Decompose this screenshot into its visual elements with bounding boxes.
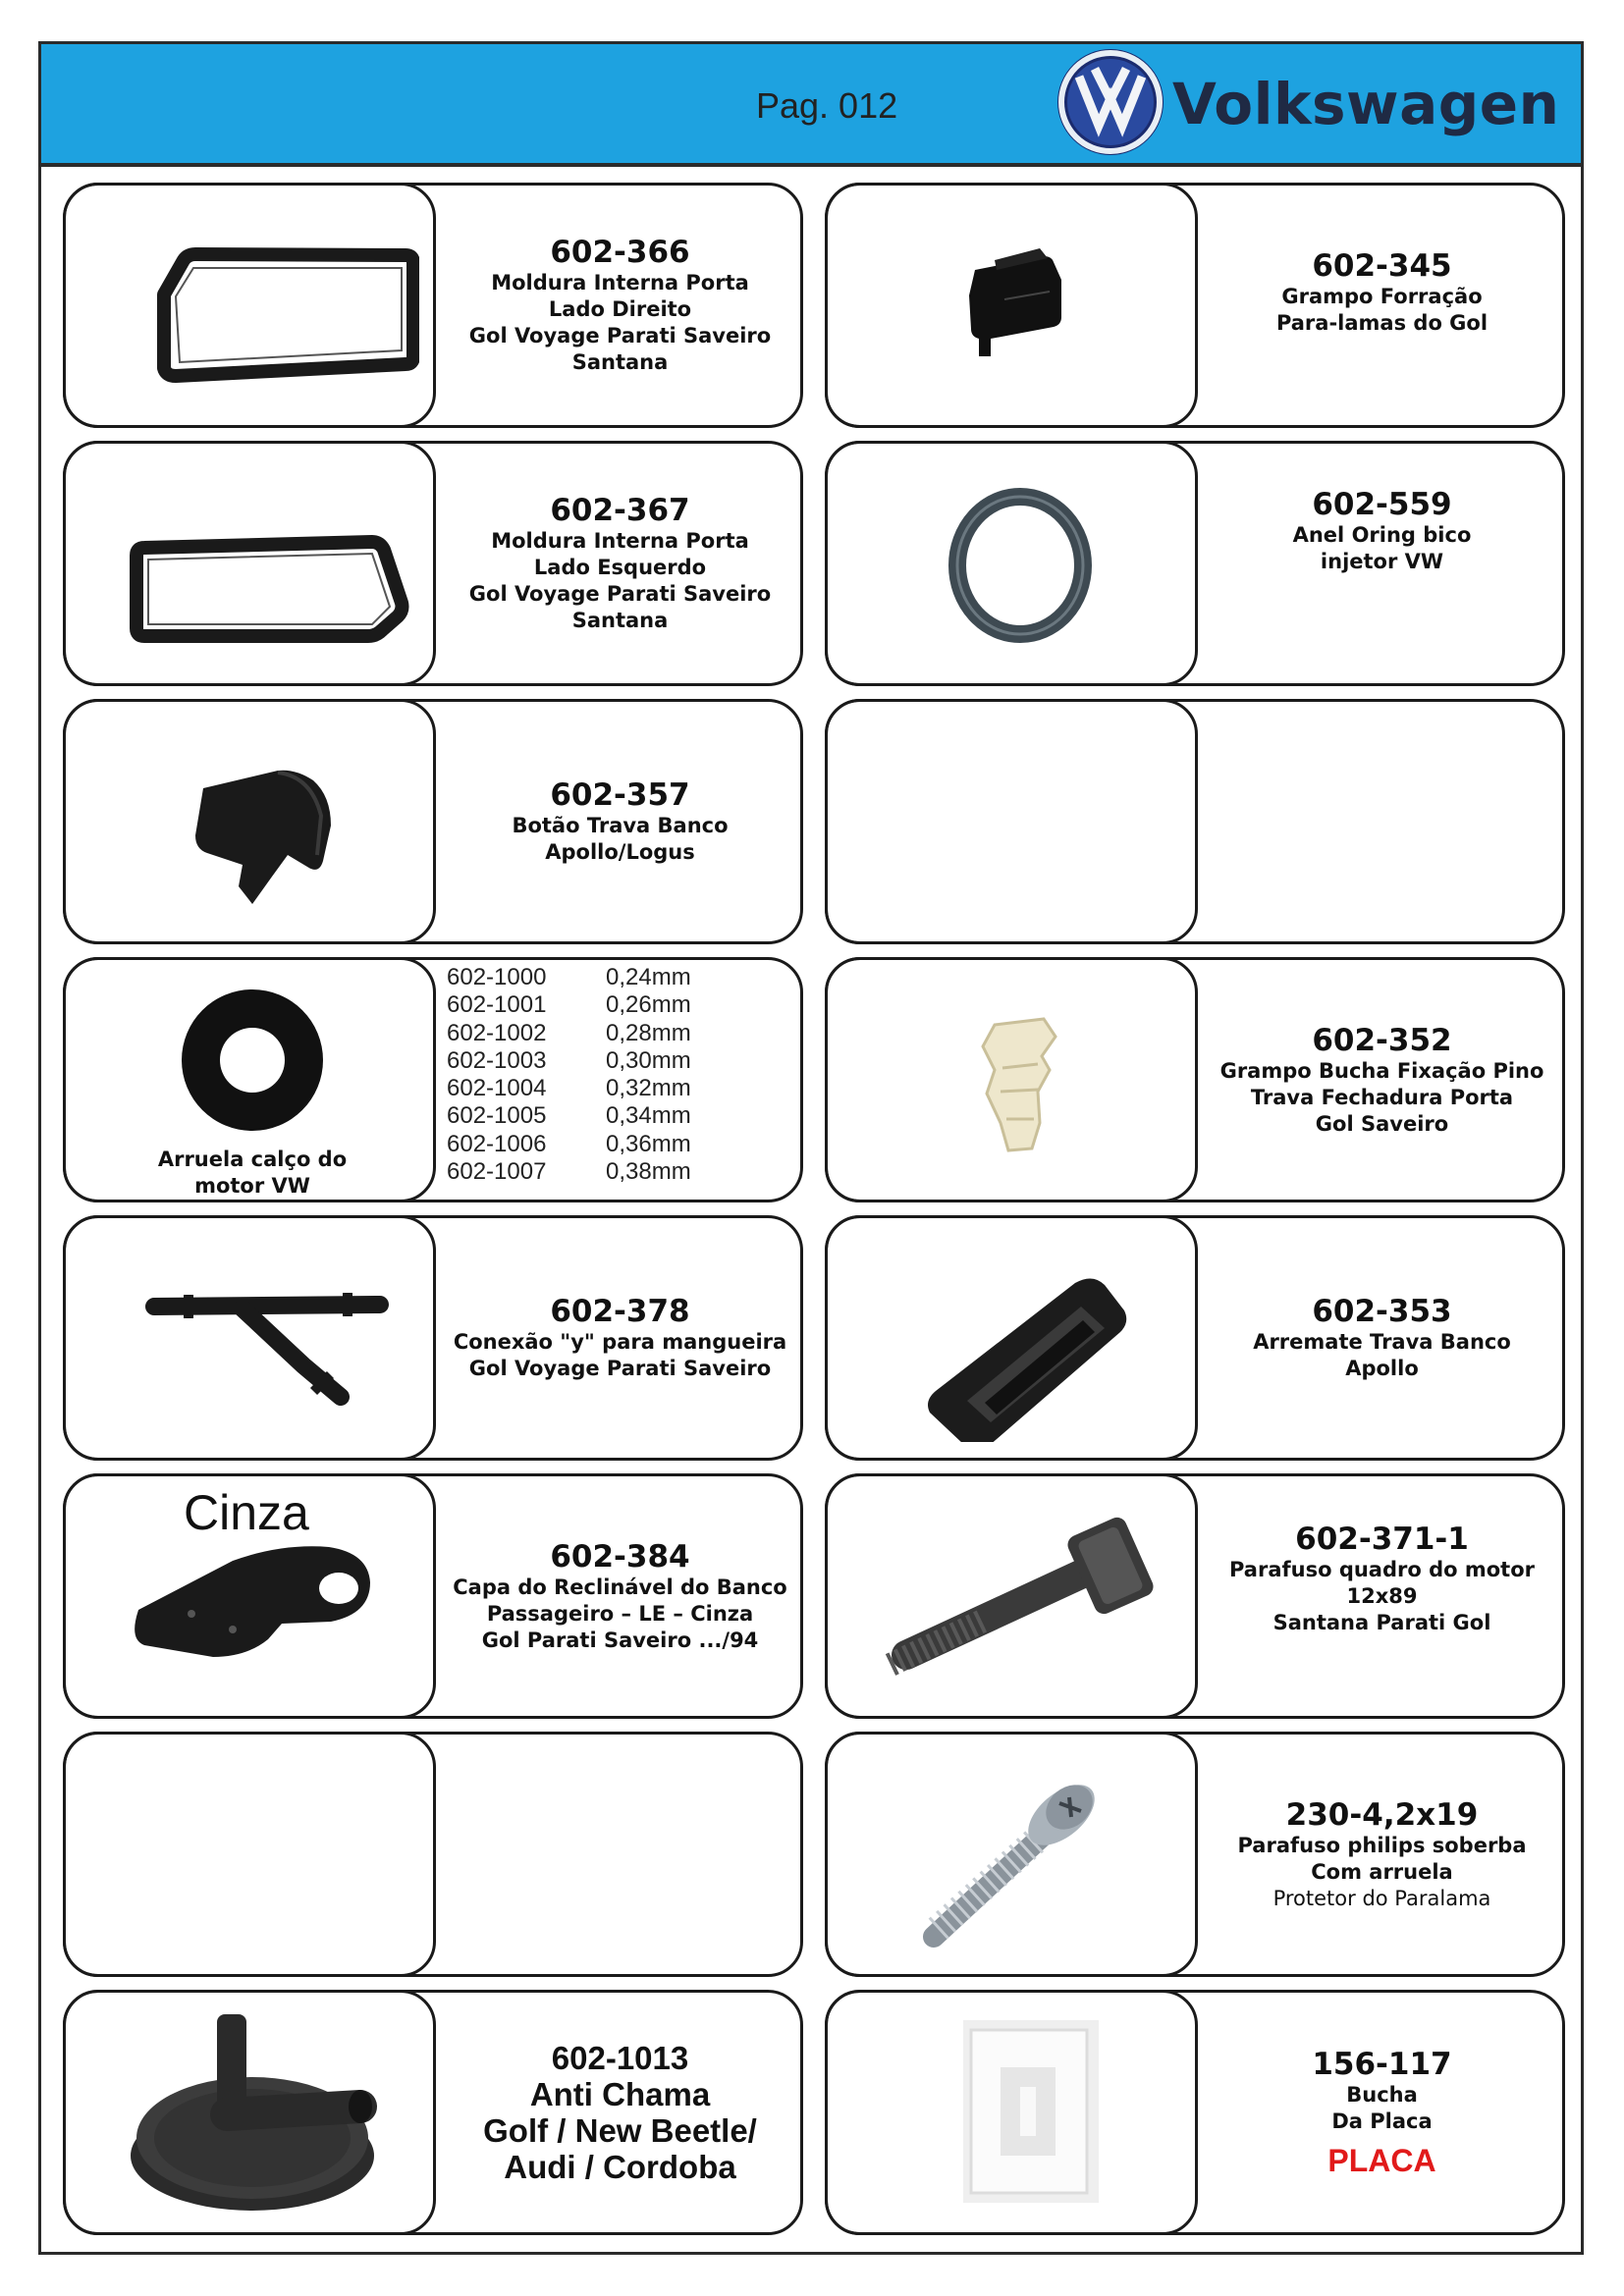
product-code: 602-384 [550, 1538, 690, 1575]
product-desc-line: Lado Direito [548, 297, 692, 321]
product-card-230-4-2x19[interactable] [825, 1732, 1565, 1977]
product-desc-line: Santana Parati Gol [1272, 1611, 1491, 1634]
product-image-box [825, 1990, 1198, 2235]
product-desc-line: Anti Chama [529, 2076, 711, 2112]
product-text [1199, 1476, 1565, 1716]
product-code: 230-4,2x19 [1285, 1796, 1479, 1833]
product-desc-line: Audi / Cordoba [504, 2149, 736, 2185]
product-card-602-345[interactable] [825, 183, 1565, 428]
product-card-602-367[interactable] [63, 441, 803, 686]
product-desc-line: injetor VW [1320, 550, 1444, 573]
product-text [437, 1993, 803, 2232]
product-code: 602-1013 [551, 2040, 689, 2076]
product-desc-line: Anel Oring bico [1292, 523, 1472, 547]
part-code: 602-1002 [447, 1019, 547, 1046]
product-desc-line: Santana [571, 350, 669, 374]
product-code: 602-345 [1312, 248, 1452, 284]
product-code: 602-559 [1312, 487, 1452, 522]
product-desc-line: Grampo Forração [1281, 285, 1483, 308]
product-desc-line: Bucha [1346, 2082, 1418, 2107]
product-desc-line: Gol Voyage Parati Saveiro [468, 1357, 772, 1380]
product-image-box [63, 1732, 436, 1977]
product-card-156-117[interactable] [825, 1990, 1565, 2235]
product-desc-line: Passageiro – LE – Cinza [486, 1601, 754, 1626]
part-code: 602-1006 [447, 1130, 547, 1157]
product-desc-line: Arremate Trava Banco [1253, 1330, 1511, 1354]
clip-icon [847, 201, 1181, 409]
product-code: 602-378 [550, 1294, 690, 1329]
thickness: 0,26mm [606, 991, 691, 1019]
o-ring-icon [847, 459, 1181, 667]
product-desc-line: Parafuso quadro do motor [1228, 1558, 1536, 1581]
bushing-clip-icon [847, 976, 1181, 1184]
thickness: 0,28mm [606, 1019, 691, 1046]
product-desc-line: Capa do Reclinável do Banco [453, 1575, 787, 1599]
thickness: 0,34mm [606, 1102, 691, 1130]
table-row [437, 1131, 803, 1158]
y-connector-icon [85, 1234, 419, 1442]
table-row [437, 991, 803, 1019]
screw-icon [847, 1750, 1181, 1958]
product-card-602-352[interactable] [825, 957, 1565, 1202]
thickness: 0,32mm [606, 1075, 691, 1102]
thickness: 0,38mm [606, 1158, 691, 1186]
thickness: 0,36mm [606, 1130, 691, 1157]
table-row [437, 1158, 803, 1186]
product-desc-line: Para-lamas do Gol [1275, 311, 1489, 335]
product-desc-line: Conexão "y" para mangueira [453, 1330, 787, 1354]
placa-tag: PLACA [1327, 2142, 1436, 2178]
product-code: 602-352 [1312, 1022, 1452, 1058]
product-text [1199, 444, 1565, 683]
product-desc-line: Gol Saveiro [1315, 1111, 1449, 1136]
product-text [1199, 960, 1565, 1200]
product-desc-line: Trava Fechadura Porta [1250, 1085, 1514, 1109]
breather-valve-icon [85, 2008, 419, 2216]
product-image-box [825, 441, 1198, 686]
product-code: 602-353 [1312, 1294, 1452, 1329]
part-code: 602-1003 [447, 1046, 547, 1074]
product-code: 156-117 [1312, 2046, 1452, 2082]
table-row [437, 1075, 803, 1102]
washer-size-table [437, 964, 803, 1186]
product-desc-line: Apollo [1345, 1357, 1419, 1380]
product-card-602-371-1[interactable] [825, 1473, 1565, 1719]
seat-lock-trim-icon [847, 1234, 1181, 1442]
product-desc-line: Lado Esquerdo [533, 556, 707, 579]
product-desc-line: Gol Voyage Parati Saveiro [468, 582, 772, 606]
product-image-box [825, 1473, 1198, 1719]
product-image-box [63, 1215, 436, 1461]
seat-lock-button-icon [85, 718, 419, 926]
product-desc-line: 12x89 [1346, 1584, 1418, 1608]
product-desc-line: Com arruela [1311, 1859, 1453, 1884]
product-image-box [825, 699, 1198, 944]
product-card-602-378[interactable] [63, 1215, 803, 1461]
part-code: 602-1007 [447, 1158, 547, 1186]
product-text [1199, 1735, 1565, 1974]
product-text [437, 444, 803, 683]
product-text [1199, 1993, 1565, 2232]
product-text [437, 702, 803, 941]
product-code: 602-357 [550, 777, 690, 813]
product-card-602-353[interactable] [825, 1215, 1565, 1461]
product-card-washer-sizes[interactable] [63, 957, 803, 1202]
product-image-box [63, 699, 436, 944]
product-text [437, 1218, 803, 1458]
color-label: Cinza [184, 1485, 309, 1540]
table-row [437, 1020, 803, 1047]
table-row [437, 964, 803, 991]
product-image-box [825, 957, 1198, 1202]
product-code: 602-367 [550, 493, 690, 528]
table-row [437, 1047, 803, 1075]
product-desc-line: Apollo/Logus [545, 840, 695, 864]
product-image-box [825, 183, 1198, 428]
product-image-box [825, 1215, 1198, 1461]
product-desc-line: Grampo Bucha Fixação Pino [1219, 1058, 1544, 1083]
product-card-602-559[interactable] [825, 441, 1565, 686]
washer-label-line: motor VW [194, 1174, 310, 1198]
product-image-box [63, 183, 436, 428]
page-number: Pag. 012 [756, 85, 898, 126]
part-code: 602-1000 [447, 964, 547, 990]
product-text [1199, 186, 1565, 425]
product-card-empty [63, 1732, 803, 1977]
product-image-box [63, 1473, 436, 1719]
product-note: Protetor do Paralama [1272, 1886, 1491, 1910]
product-desc-line: Da Placa [1331, 2109, 1433, 2133]
product-code: 602-366 [550, 235, 690, 270]
product-desc-line: Moldura Interna Porta [491, 529, 749, 553]
part-code: 602-1005 [447, 1102, 547, 1130]
product-card-602-384[interactable] [63, 1473, 803, 1719]
product-desc-line: Parafuso philips soberba [1237, 1833, 1527, 1857]
product-desc-line: Botão Trava Banco [512, 814, 729, 837]
product-text [437, 186, 803, 425]
part-code: 602-1001 [447, 991, 547, 1019]
part-code: 602-1004 [447, 1075, 547, 1102]
table-row [437, 1102, 803, 1130]
product-desc-line: Moldura Interna Porta [491, 271, 749, 294]
product-desc-line: Santana [571, 609, 669, 632]
recliner-cover-icon [85, 1492, 419, 1700]
product-card-602-1013[interactable] [63, 1990, 803, 2235]
product-card-602-366[interactable] [63, 183, 803, 428]
product-card-empty [825, 699, 1565, 944]
product-image-box [63, 1990, 436, 2235]
door-frame-left-icon [85, 459, 419, 667]
product-desc-line: Golf / New Beetle/ [483, 2112, 757, 2149]
product-desc-line: Gol Parati Saveiro .../94 [481, 1628, 759, 1652]
product-image-box [825, 1732, 1198, 1977]
thickness: 0,24mm [606, 964, 691, 990]
plate-bushing-icon [847, 2008, 1181, 2216]
product-text [437, 1476, 803, 1716]
bolt-icon [847, 1492, 1181, 1700]
product-text [1199, 1218, 1565, 1458]
product-code: 602-371-1 [1295, 1522, 1469, 1557]
door-frame-right-icon [85, 201, 419, 409]
washer-label-line: Arruela calço do [157, 1148, 348, 1171]
product-desc-line: Gol Voyage Parati Saveiro [468, 324, 772, 347]
brand-name: Volkswagen [1172, 71, 1560, 137]
product-card-602-357[interactable] [63, 699, 803, 944]
product-image-box [63, 441, 436, 686]
thickness: 0,30mm [606, 1046, 691, 1074]
